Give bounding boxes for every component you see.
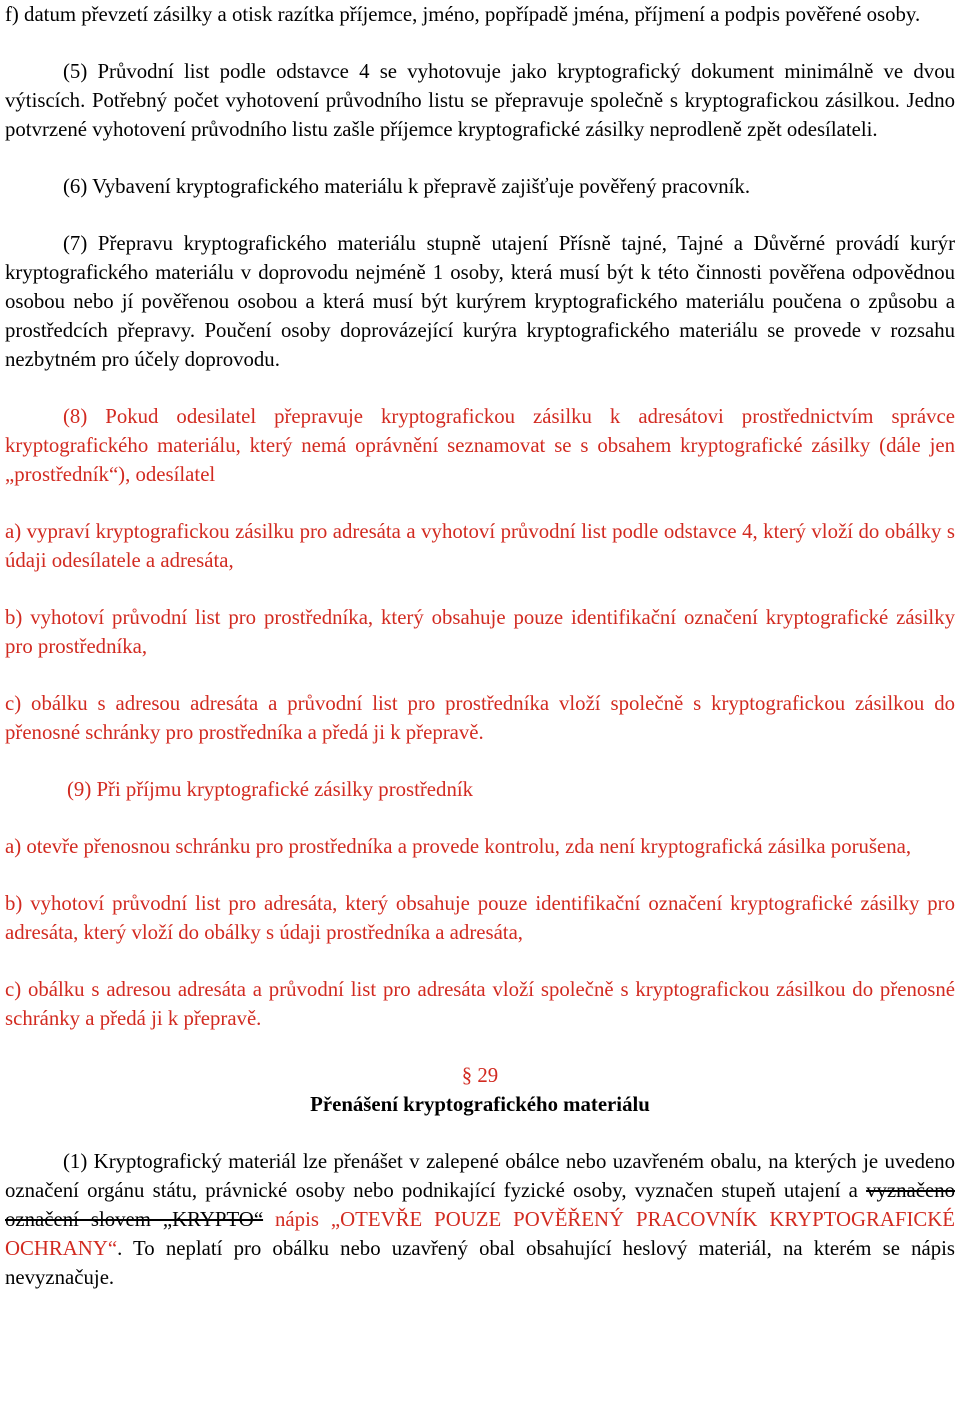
spacer [5, 861, 955, 889]
spacer [5, 29, 955, 57]
paragraph-29-1-text: (1) Kryptografický materiál lze přenášet v zalepené obálce nebo uzavřeném obalu, na kterých je uvedeno označení orgánu státu, právnické osoby nebo podnikající fyzické osoby, vyznačen stupeň utajení a [5, 1150, 955, 1202]
spacer [5, 804, 955, 832]
spacer [5, 947, 955, 975]
spacer [5, 747, 955, 775]
spacer [5, 1033, 955, 1061]
paragraph-8c: c) obálku s adresou adresáta a průvodní list pro prostředníka vloží společně s kryptografickou zásilkou do přenosné schránky pro prostředníka a předá ji k přepravě. [5, 692, 955, 744]
paragraph-8: (8) Pokud odesilatel přepravuje kryptografickou zásilku k adresátovi prostřednictvím správce kryptografického materiálu, který nemá oprávnění seznamovat se s obsahem kryptografické zásilky (dále jen „prostředník“), odesílatel [5, 405, 955, 486]
paragraph-9b: b) vyhotoví průvodní list pro adresáta, který obsahuje pouze identifikační označení kryptografické zásilky pro adresáta, který vloží do obálky s údaji prostředníka a adresáta, [5, 892, 955, 944]
paragraph-9a: a) otevře přenosnou schránku pro prostředníka a provede kontrolu, zda není kryptografická zásilka porušena, [5, 835, 912, 858]
paragraph-9: (9) Při příjmu kryptografické zásilky prostředník [67, 778, 474, 801]
spacer [5, 374, 955, 402]
spacer [5, 661, 955, 689]
paragraph-8a: a) vypraví kryptografickou zásilku pro adresáta a vyhotoví průvodní list podle odstavce 4, který vloží do obálky s údaji odesílatele a adresáta, [5, 520, 955, 572]
spacer [5, 489, 955, 517]
paragraph-8b: b) vyhotoví průvodní list pro prostředníka, který obsahuje pouze identifikační označení kryptografické zásilky pro prostředníka, [5, 606, 955, 658]
document-page [5, 0, 955, 1292]
section-title: Přenášení kryptografického materiálu [310, 1093, 650, 1116]
spacer [5, 201, 955, 229]
spacer [5, 1119, 955, 1147]
inserted-text: nápis „OTEVŘE POUZE POVĚŘENÝ PRACOVNÍK KRYPTOGRAFICKÉ OCHRANY“ [5, 1208, 955, 1260]
spacer [5, 575, 955, 603]
paragraph-29-1-tail: . To neplatí pro obálku nebo uzavřený obal obsahující heslový materiál, na kterém se nápis nevyznačuje. [5, 1237, 955, 1289]
paragraph-9c: c) obálku s adresou adresáta a průvodní list pro adresáta vloží společně s kryptografickou zásilkou do přenosné schránky a předá ji k přepravě. [5, 978, 955, 1030]
struck-text: vyznačeno označení slovem „KRYPTO“ [5, 1179, 955, 1231]
paragraph-29-1 [5, 1147, 955, 1292]
paragraph-4f: f) datum převzetí zásilky a otisk razítka příjemce, jméno, popřípadě jména, příjmení a podpis pověřené osoby. [5, 3, 921, 26]
paragraph-5: (5) Průvodní list podle odstavce 4 se vyhotovuje jako kryptografický dokument minimálně ve dvou výtiscích. Potřebný počet vyhotovení průvodního listu se přepravuje společně s kryptografickou zásilkou. Jedno potvrzené vyhotovení průvodního listu zašle příjemce kryptografické zásilky neprodleně zpět odesílateli. [5, 60, 955, 141]
paragraph-7: (7) Přepravu kryptografického materiálu stupně utajení Přísně tajné, Tajné a Důvěrné provádí kurýr kryptografického materiálu v doprovodu nejméně 1 osoby, která musí být k této činnosti pověřena odpovědnou osobou nebo jí pověřenou osobou a která musí být kurýrem kryptografického materiálu poučena o způsobu a prostředcích přepravy. Poučení osoby doprovázející kurýra kryptografického materiálu se provede v rozsahu nezbytném pro účely doprovodu. [5, 232, 955, 371]
section-number: § 29 [461, 1064, 499, 1087]
spacer [5, 144, 955, 172]
paragraph-6: (6) Vybavení kryptografického materiálu k přepravě zajišťuje pověřený pracovník. [63, 175, 751, 198]
